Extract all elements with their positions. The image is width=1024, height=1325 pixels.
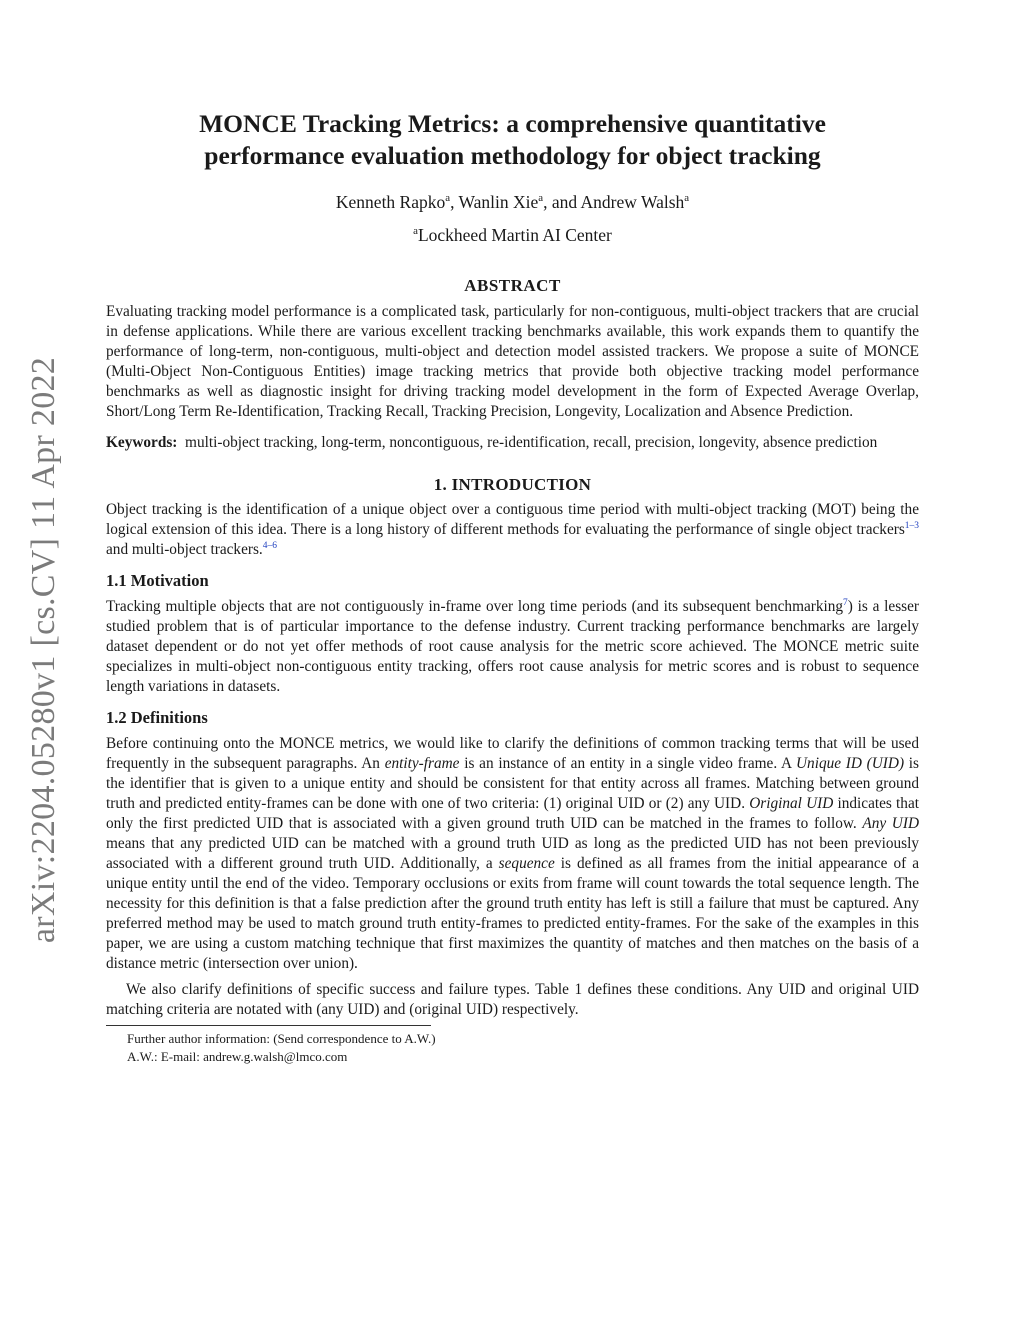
affiliation-name: Lockheed Martin AI Center — [417, 225, 612, 245]
citation-link[interactable]: 1–3 — [904, 520, 919, 531]
motivation-text: ) is a lesser studied problem that is of particular importance to the defense industry. Current tracking performance benchmarks are largely dataset dependent or do not yet offer methods of root cause analysis for the metric score achieved. The MONCE metric suite specializes in multi-object non-contiguous entity tracking, offers root cause analysis for metric scores and is robust to sequence length variations in datasets. — [106, 598, 919, 695]
author-name: Kenneth Rapko — [335, 192, 446, 212]
definitions-text: Before continuing onto the MONCE metrics, we would like to clarify the definitions of common tracking terms that will be used frequently in the subsequent paragraphs. An — [106, 735, 919, 772]
definitions-text: is defined as all frames from the initial appearance of a unique entity until the end of the video. Temporary occlusions or exits from frame will count towards the total sequence length. The necessity for this definition is that a false prediction after the ground truth entity has left is still a failure that must be captured. Any preferred method may be used to match ground truth entity-frames to predicted entity-frames. For the sake of the examples in this paper, we are using a custom matching technique that first maximizes the quantity of matches and then matches on the basis of a distance metric (intersection over union). — [106, 855, 919, 972]
citation-link[interactable]: 4–6 — [262, 540, 277, 551]
paper-content — [106, 108, 919, 1066]
affiliation-mark: a — [413, 225, 418, 238]
affiliation-mark: a — [684, 192, 690, 205]
motivation-paragraph — [106, 597, 919, 697]
intro-text: Object tracking is the identification of a unique object over a contiguous time period with multi-object tracking (MOT) being the logical extension of this idea. There is a long history of different methods for evaluating the performance of single object trackers — [106, 501, 919, 538]
arxiv-identifier-stamp: arXiv:2204.05280v1 [cs.CV] 11 Apr 2022 — [25, 356, 62, 944]
citation-link[interactable]: 7 — [843, 597, 848, 608]
author-name: Wanlin Xie — [458, 192, 539, 212]
term-any-uid: Any UID — [862, 815, 919, 832]
footnote-divider — [106, 1025, 431, 1026]
section-heading-introduction: 1. INTRODUCTION — [433, 475, 592, 494]
title-line-2: performance evaluation methodology for object tracking — [204, 141, 821, 170]
affiliation-mark: a — [538, 192, 544, 205]
term-sequence: sequence — [498, 855, 555, 872]
abstract-heading: ABSTRACT — [464, 276, 561, 295]
definitions-paragraph-2: We also clarify definitions of specific success and failure types. Table 1 defines these conditions. Any UID and original UID matching criteria are notated with (any UID) and (original UID) respectively. — [106, 981, 919, 1018]
abstract-text: Evaluating tracking model performance is a complicated task, particularly for non-contiguous, multi-object trackers that are crucial in defense applications. While there are various excellent tracking benchmarks available, this work expands them to quantify the performance of long-term, non-contiguous, multi-object and detection model assisted trackers. We propose a suite of MONCE (Multi-Object Non-Contiguous Entities) image tracking metrics that provide both objective tracking model performance benchmarks as well as diagnostic insight for driving tracking model development in the form of Expected Average Overlap, Short/Long Term Re-Identification, Tracking Recall, Tracking Precision, Longevity, Localization and Absence Prediction. — [106, 303, 919, 420]
definitions-text: is the identifier that is given to a unique entity and should be consistent for that entity across all frames. Matching between ground truth and predicted entity-frames can be done with one of two criteria: (1) original UID or (2) any UID. — [106, 755, 919, 812]
author-separator: , — [450, 192, 459, 212]
affiliation-mark: a — [445, 192, 451, 205]
subsection-heading-definitions: 1.2 Definitions — [106, 708, 208, 727]
author-name: Andrew Walsh — [580, 192, 685, 212]
term-original-uid: Original UID — [749, 795, 834, 812]
paper-title — [106, 108, 919, 172]
definitions-text: is an instance of an entity in a single video frame. A — [459, 755, 796, 772]
author-separator: , and — [543, 192, 581, 212]
motivation-text: Tracking multiple objects that are not contiguously in-frame over long time periods (and its subsequent benchmarking — [106, 598, 844, 615]
term-entity-frame: entity-frame — [384, 755, 460, 772]
intro-text: and multi-object trackers. — [106, 541, 263, 558]
footnote-author-info: Further author information: (Send correspondence to A.W.) — [127, 1031, 436, 1046]
footnote-email: A.W.: E-mail: andrew.g.walsh@lmco.com — [127, 1049, 348, 1064]
definitions-text: means that any predicted UID can be matched with a ground truth UID as long as the predicted UID has not been previously associated with a different ground truth UID. Additionally, a — [106, 835, 919, 872]
keywords-label: Keywords: — [106, 434, 178, 451]
keywords-text: multi-object tracking, long-term, noncontiguous, re-identification, recall, precision, longevity, absence prediction — [185, 434, 878, 451]
intro-paragraph — [106, 500, 919, 560]
keywords — [106, 433, 919, 453]
subsection-heading-motivation: 1.1 Motivation — [106, 571, 209, 590]
title-line-1: MONCE Tracking Metrics: a comprehensive quantitative — [199, 109, 826, 138]
affiliation — [106, 225, 919, 246]
term-unique-id: Unique ID (UID) — [796, 755, 905, 772]
author-list — [106, 192, 919, 213]
definitions-text: indicates that only the first predicted UID that is associated with a given ground truth UID can be matched in the frames to follow. — [106, 795, 919, 832]
definitions-paragraph — [106, 734, 919, 974]
